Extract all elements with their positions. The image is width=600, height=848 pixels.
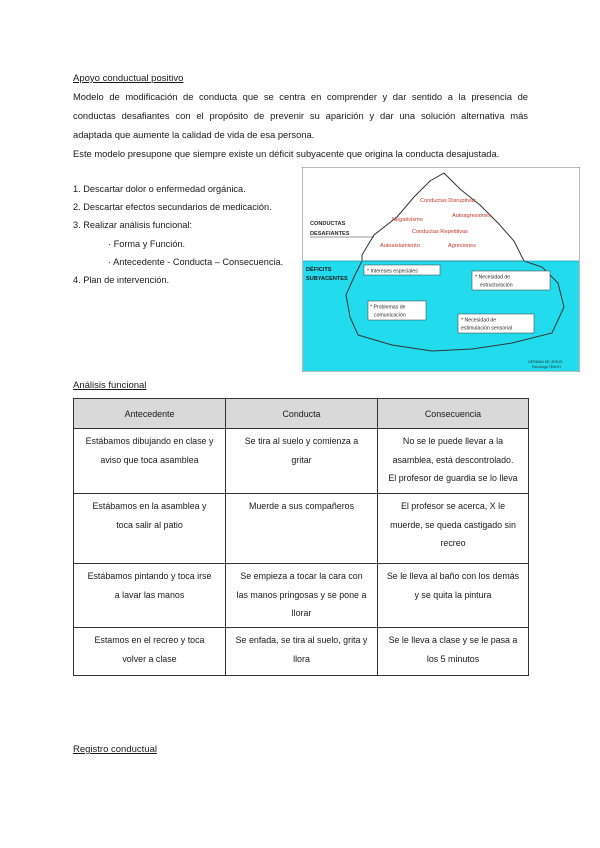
step-subitem: · Forma y Función.	[108, 238, 186, 249]
cell-line: asamblea, está descontrolado.	[392, 454, 514, 465]
cell-line: Se le lleva al baño con los demás	[386, 571, 520, 581]
cell-line: recreo	[440, 538, 466, 548]
cell-line: Estamos en el recreo y toca	[94, 635, 205, 645]
below-necesidad-1: * Necesidad de	[475, 274, 511, 281]
below-estimulacion: estimulación sensorial	[461, 325, 513, 332]
steps-list	[73, 180, 283, 289]
table-row	[74, 494, 529, 564]
cell-consecuencia	[378, 429, 529, 494]
section-functional-title: Análisis funcional	[73, 380, 147, 391]
step-item: 1. Descartar dolor o enfermedad orgánica.	[73, 184, 246, 194]
cell-line: gritar	[291, 454, 312, 465]
intro-paragraph	[73, 87, 528, 163]
cell-line: No se le puede llevar a la	[402, 436, 504, 446]
cell-line: Se le lleva a clase y se le pasa a	[388, 635, 518, 645]
cell-conducta	[226, 494, 378, 564]
cell-line: Estábamos pintando y toca irse	[87, 571, 212, 581]
cell-line: El profesor se acerca, X le	[400, 501, 506, 511]
header-conducta: Conducta	[226, 399, 378, 429]
header-antecedente: Antecedente	[74, 399, 226, 429]
below-intereses: * Intereses especiales	[367, 268, 418, 275]
cell-line: Estábamos en la asamblea y	[92, 501, 207, 511]
cell-line: Muerde a sus compañeros	[248, 501, 355, 511]
cell-antecedente	[74, 494, 226, 564]
cell-line: los 5 minutos	[426, 653, 480, 664]
section-registry-title: Registro conductual	[73, 744, 157, 755]
label-desafiantes: DESAFIANTES	[310, 231, 350, 237]
cell-antecedente	[74, 564, 226, 628]
cell-line: aviso que toca asamblea	[100, 454, 199, 465]
intro-line: adaptada que aumente la calidad de vida de esa persona.	[73, 129, 315, 140]
credit-line-1: GERMAN DE JESUS	[528, 360, 563, 364]
table-row	[74, 564, 529, 628]
cell-line: muerde, se queda castigado sin	[390, 519, 516, 530]
cell-line: Estábamos dibujando en clase y	[85, 436, 214, 446]
cell-line: Se tira al suelo y comienza a	[244, 436, 359, 446]
table-row	[74, 628, 529, 676]
label-subyacentes: SUBYACENTES	[306, 276, 348, 282]
cell-line: toca salir al patio	[116, 519, 183, 530]
step-item: 3. Realizar análisis funcional:	[73, 220, 192, 231]
cell-line: llora	[293, 653, 310, 664]
above-agresiones: Agresiones	[448, 243, 476, 249]
below-comunicacion: comunicación	[374, 312, 406, 319]
above-conductas-disruptivas: Conductas Disruptivas	[420, 198, 476, 204]
step-subitem: · Antecedente - Conducta – Consecuencia.	[108, 256, 284, 267]
intro-line: conductas desafiantes con el propósito de prevenir su aparición y dar una solución alternativa más	[73, 110, 528, 121]
cell-line: y se quita la pintura	[414, 589, 492, 600]
doc-title: Apoyo conductual positivo	[73, 73, 184, 84]
below-problemas: * Problemas de	[370, 304, 406, 311]
intro-line-2: Este modelo presupone que siempre existe un déficit subyacente que origina la conducta desajustada.	[73, 148, 500, 159]
cell-antecedente	[74, 628, 226, 676]
above-autoaislamiento: Autoaislamiento	[380, 243, 420, 249]
header-consecuencia: Consecuencia	[378, 399, 529, 429]
step-item: 4. Plan de intervención.	[73, 274, 170, 285]
below-necesidad-2: * Necesidad de	[461, 317, 497, 324]
above-conductas-repetitivas: Conductas Repetitivas	[412, 229, 468, 235]
cell-consecuencia	[378, 564, 529, 628]
table-row	[74, 429, 529, 494]
label-conductas: CONDUCTAS	[310, 221, 346, 227]
functional-analysis-table	[73, 398, 529, 676]
label-deficits: DÉFICITS	[306, 267, 332, 273]
cell-conducta	[226, 628, 378, 676]
cell-line: El profesor de guardia se lo lleva	[388, 473, 518, 483]
credit-line-2: Psicóloga TEACH	[532, 365, 561, 369]
cell-line: las manos pringosas y se pone a	[236, 589, 367, 600]
cell-conducta	[226, 564, 378, 628]
cell-line: Se enfada, se tira al suelo, grita y	[235, 635, 368, 645]
cell-consecuencia	[378, 494, 529, 564]
cell-line: Se empieza a tocar la cara con	[240, 571, 363, 581]
cell-consecuencia	[378, 628, 529, 676]
above-autoagresiones: Autoagresiones	[452, 213, 491, 219]
cell-conducta	[226, 429, 378, 494]
cell-line: volver a clase	[122, 653, 177, 664]
step-item: 2. Descartar efectos secundarios de medicación.	[73, 202, 272, 213]
below-estructuracion: estructuración	[480, 282, 513, 289]
intro-line: Modelo de modificación de conducta que se centra en comprender y dar sentido a la presencia de	[73, 91, 528, 102]
cell-line: a lavar las manos	[114, 589, 185, 600]
above-negativismo: Negativismo	[392, 217, 423, 223]
iceberg-diagram	[302, 167, 580, 372]
cell-line: llorar	[291, 608, 312, 618]
cell-antecedente	[74, 429, 226, 494]
